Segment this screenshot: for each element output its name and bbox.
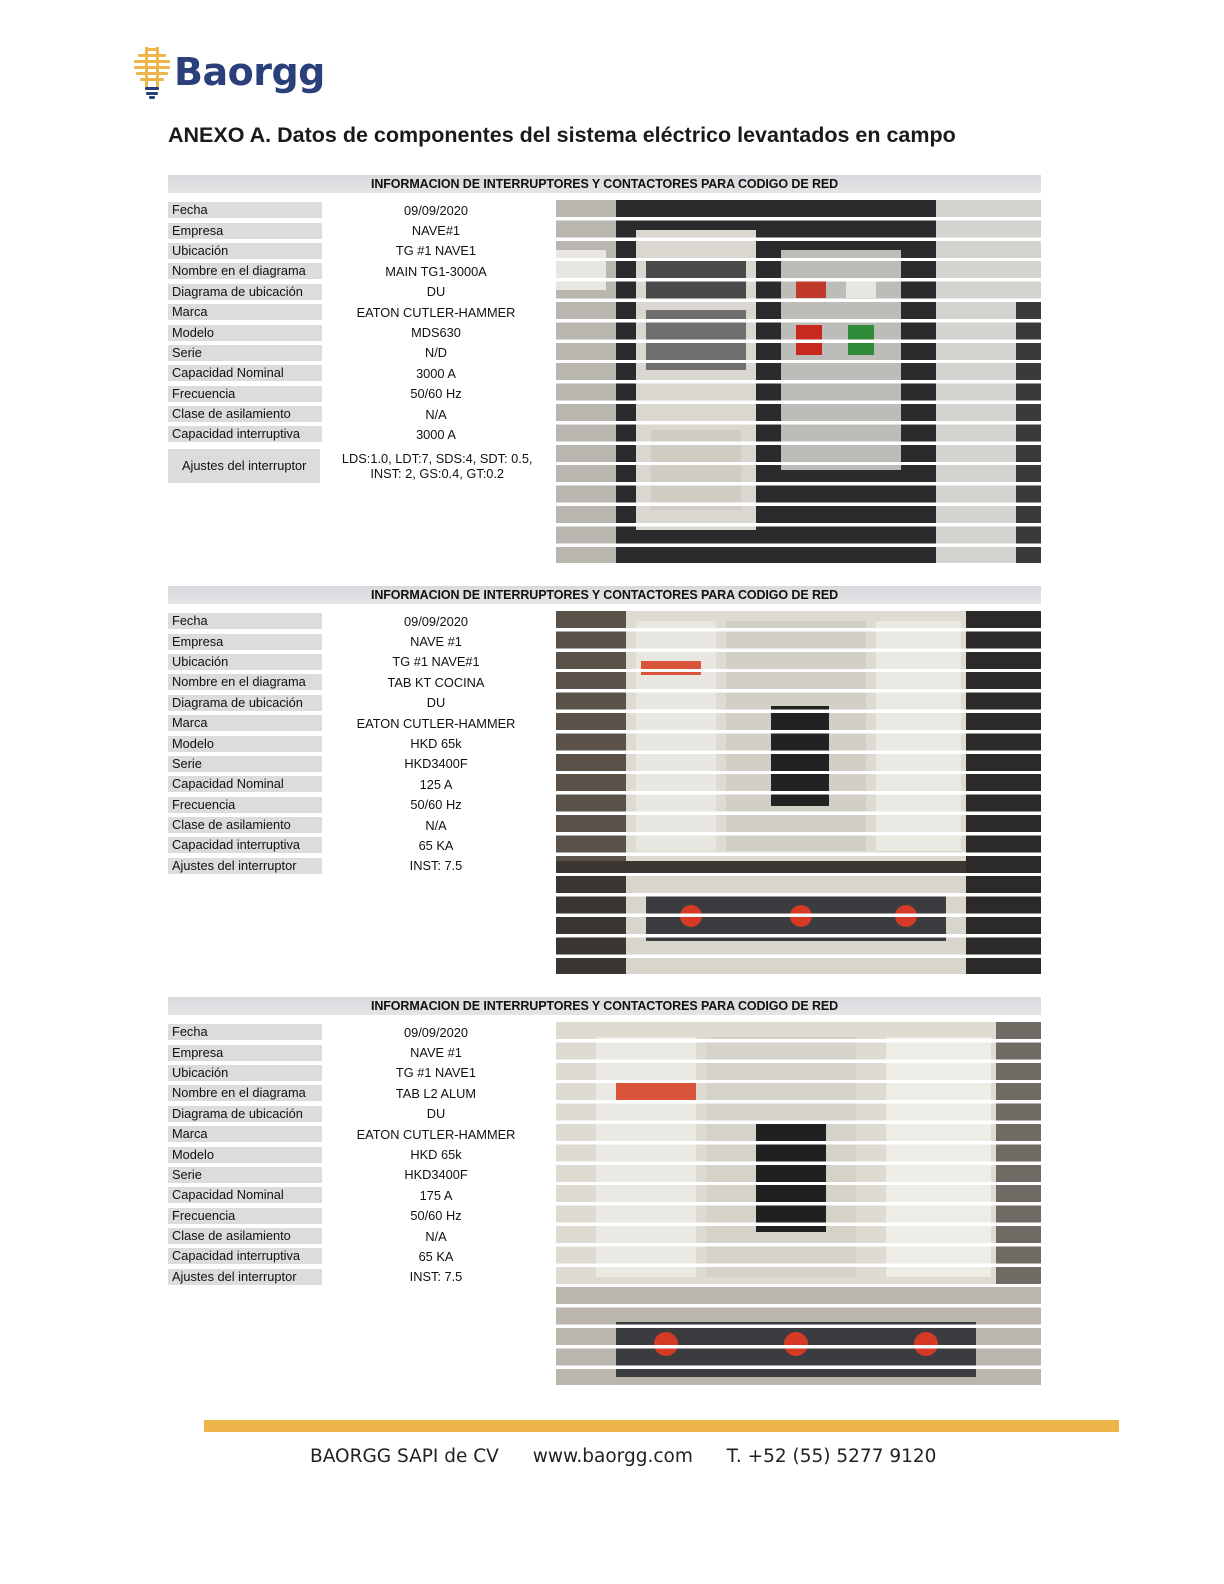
table-row	[168, 631, 548, 651]
field-label: Capacidad Nominal	[168, 776, 322, 792]
field-value: LDS:1.0, LDT:7, SDS:4, SDT: 0.5, INST: 2, GS:0.4, GT:0.2	[341, 450, 533, 481]
info-table	[168, 200, 548, 487]
field-label: Modelo	[168, 736, 322, 752]
field-value: 09/09/2020	[403, 613, 469, 629]
field-value: TG #1 NAVE#1	[392, 654, 480, 670]
table-row	[168, 652, 548, 672]
field-value: 09/09/2020	[403, 202, 469, 218]
field-label: Diagrama de ubicación	[168, 695, 322, 711]
footer	[310, 1446, 936, 1467]
breaker-info-section	[168, 586, 1041, 978]
breaker-photo	[556, 1022, 1041, 1385]
page-title: ANEXO A. Datos de componentes del sistema eléctrico levantados en campo	[168, 123, 956, 147]
field-value: DU	[426, 284, 446, 300]
footer-accent-bar	[204, 1420, 1119, 1432]
field-value: 3000 A	[416, 426, 456, 442]
field-value: EATON CUTLER-HAMMER	[356, 1126, 516, 1142]
field-value: TG #1 NAVE1	[395, 1065, 477, 1081]
field-label: Diagrama de ubicación	[168, 284, 322, 300]
table-row	[168, 611, 548, 631]
field-value: 50/60 Hz	[410, 386, 462, 402]
field-label: Fecha	[168, 613, 322, 629]
field-label: Nombre en el diagrama	[168, 263, 322, 279]
table-row	[168, 363, 548, 383]
table-row	[168, 1165, 548, 1185]
table-row	[168, 693, 548, 713]
field-label: Ubicación	[168, 243, 322, 259]
table-row	[168, 1124, 548, 1144]
field-value: HKD 65k	[410, 1147, 462, 1163]
field-label: Frecuencia	[168, 386, 322, 402]
field-label: Frecuencia	[168, 797, 322, 813]
field-label: Empresa	[168, 223, 322, 239]
field-value: 09/09/2020	[403, 1024, 469, 1040]
logo-text: Baorgg	[174, 50, 325, 94]
table-row	[168, 1206, 548, 1226]
field-value: NAVE #1	[410, 634, 462, 650]
table-row	[168, 1063, 548, 1083]
table-row	[168, 1104, 548, 1124]
table-row	[168, 856, 548, 876]
field-label: Fecha	[168, 1024, 322, 1040]
field-label: Serie	[168, 756, 322, 772]
table-row	[168, 835, 548, 855]
field-label: Serie	[168, 1167, 322, 1183]
field-value: HKD 65k	[410, 736, 462, 752]
table-row	[168, 343, 548, 363]
table-row	[168, 1042, 548, 1062]
table-row	[168, 1185, 548, 1205]
field-label: Serie	[168, 345, 322, 361]
field-label: Frecuencia	[168, 1208, 322, 1224]
table-row	[168, 424, 548, 444]
field-value: 50/60 Hz	[410, 797, 462, 813]
field-value: 175 A	[419, 1187, 453, 1203]
table-row	[168, 220, 548, 240]
lightbulb-logo-icon	[132, 44, 172, 100]
field-label: Clase de asilamiento	[168, 1228, 322, 1244]
field-value: NAVE#1	[411, 223, 461, 239]
field-value: INST: 7.5	[409, 858, 463, 874]
footer-company: BAORGG SAPI de CV	[310, 1446, 499, 1467]
field-label: Marca	[168, 304, 322, 320]
field-value: N/D	[424, 345, 448, 361]
field-value: N/A	[425, 817, 447, 833]
table-row	[168, 1267, 548, 1287]
field-value: DU	[426, 1106, 446, 1122]
field-label: Capacidad Nominal	[168, 365, 322, 381]
table-row	[168, 1226, 548, 1246]
footer-phone: T. +52 (55) 5277 9120	[726, 1446, 937, 1467]
field-value: 65 KA	[418, 1248, 454, 1264]
field-label: Empresa	[168, 634, 322, 650]
field-value: MDS630	[411, 325, 461, 341]
field-label: Nombre en el diagrama	[168, 674, 322, 690]
field-value: INST: 7.5	[409, 1269, 463, 1285]
field-value: HKD3400F	[404, 756, 468, 772]
company-logo	[132, 44, 325, 100]
table-row	[168, 1246, 548, 1266]
table-row	[168, 774, 548, 794]
breaker-photo	[556, 200, 1041, 563]
field-value: EATON CUTLER-HAMMER	[356, 715, 516, 731]
field-label: Capacidad interruptiva	[168, 1248, 322, 1264]
table-row	[168, 322, 548, 342]
field-value: N/A	[425, 406, 447, 422]
table-row	[168, 754, 548, 774]
section-header: INFORMACION DE INTERRUPTORES Y CONTACTORES PARA CODIGO DE RED	[168, 586, 1041, 604]
field-value: MAIN TG1-3000A	[385, 263, 487, 279]
field-value: EATON CUTLER-HAMMER	[356, 304, 516, 320]
field-label: Capacidad interruptiva	[168, 837, 322, 853]
table-row	[168, 672, 548, 692]
field-label: Diagrama de ubicación	[168, 1106, 322, 1122]
field-label: Fecha	[168, 202, 322, 218]
field-value: 125 A	[419, 776, 453, 792]
table-row	[168, 733, 548, 753]
info-table	[168, 611, 548, 876]
table-row	[168, 1022, 548, 1042]
section-header: INFORMACION DE INTERRUPTORES Y CONTACTORES PARA CODIGO DE RED	[168, 997, 1041, 1015]
field-label: Ajustes del interruptor	[168, 449, 320, 483]
table-row	[168, 200, 548, 220]
table-row	[168, 282, 548, 302]
field-value: TG #1 NAVE1	[395, 243, 477, 259]
field-value: NAVE #1	[410, 1045, 462, 1061]
field-label: Ubicación	[168, 654, 322, 670]
field-value: DU	[426, 695, 446, 711]
table-row	[168, 713, 548, 733]
field-label: Modelo	[168, 1147, 322, 1163]
breaker-info-section	[168, 175, 1041, 567]
field-value: TAB L2 ALUM	[395, 1085, 477, 1101]
table-row	[168, 384, 548, 404]
field-label: Clase de asilamiento	[168, 817, 322, 833]
field-value: TAB KT COCINA	[387, 674, 485, 690]
field-label: Marca	[168, 1126, 322, 1142]
table-row	[168, 1144, 548, 1164]
field-label: Modelo	[168, 325, 322, 341]
field-value: 65 KA	[418, 837, 454, 853]
footer-website[interactable]: www.baorgg.com	[532, 1446, 693, 1467]
field-value: 50/60 Hz	[410, 1208, 462, 1224]
field-value: HKD3400F	[404, 1167, 468, 1183]
breaker-photo	[556, 611, 1041, 974]
table-row	[168, 302, 548, 322]
field-label: Empresa	[168, 1045, 322, 1061]
field-label: Clase de asilamiento	[168, 406, 322, 422]
table-row	[168, 1083, 548, 1103]
section-header: INFORMACION DE INTERRUPTORES Y CONTACTORES PARA CODIGO DE RED	[168, 175, 1041, 193]
table-row	[168, 261, 548, 281]
field-label: Ajustes del interruptor	[168, 858, 322, 874]
field-label: Ajustes del interruptor	[168, 1269, 322, 1285]
field-label: Ubicación	[168, 1065, 322, 1081]
field-label: Nombre en el diagrama	[168, 1085, 322, 1101]
field-label: Capacidad interruptiva	[168, 426, 322, 442]
field-label: Marca	[168, 715, 322, 731]
breaker-info-section	[168, 997, 1041, 1389]
field-value: N/A	[425, 1228, 447, 1244]
field-value: 3000 A	[416, 365, 456, 381]
info-table	[168, 1022, 548, 1287]
field-label: Capacidad Nominal	[168, 1187, 322, 1203]
table-row	[168, 404, 548, 424]
table-row	[168, 795, 548, 815]
table-row	[168, 445, 548, 487]
table-row	[168, 815, 548, 835]
table-row	[168, 241, 548, 261]
